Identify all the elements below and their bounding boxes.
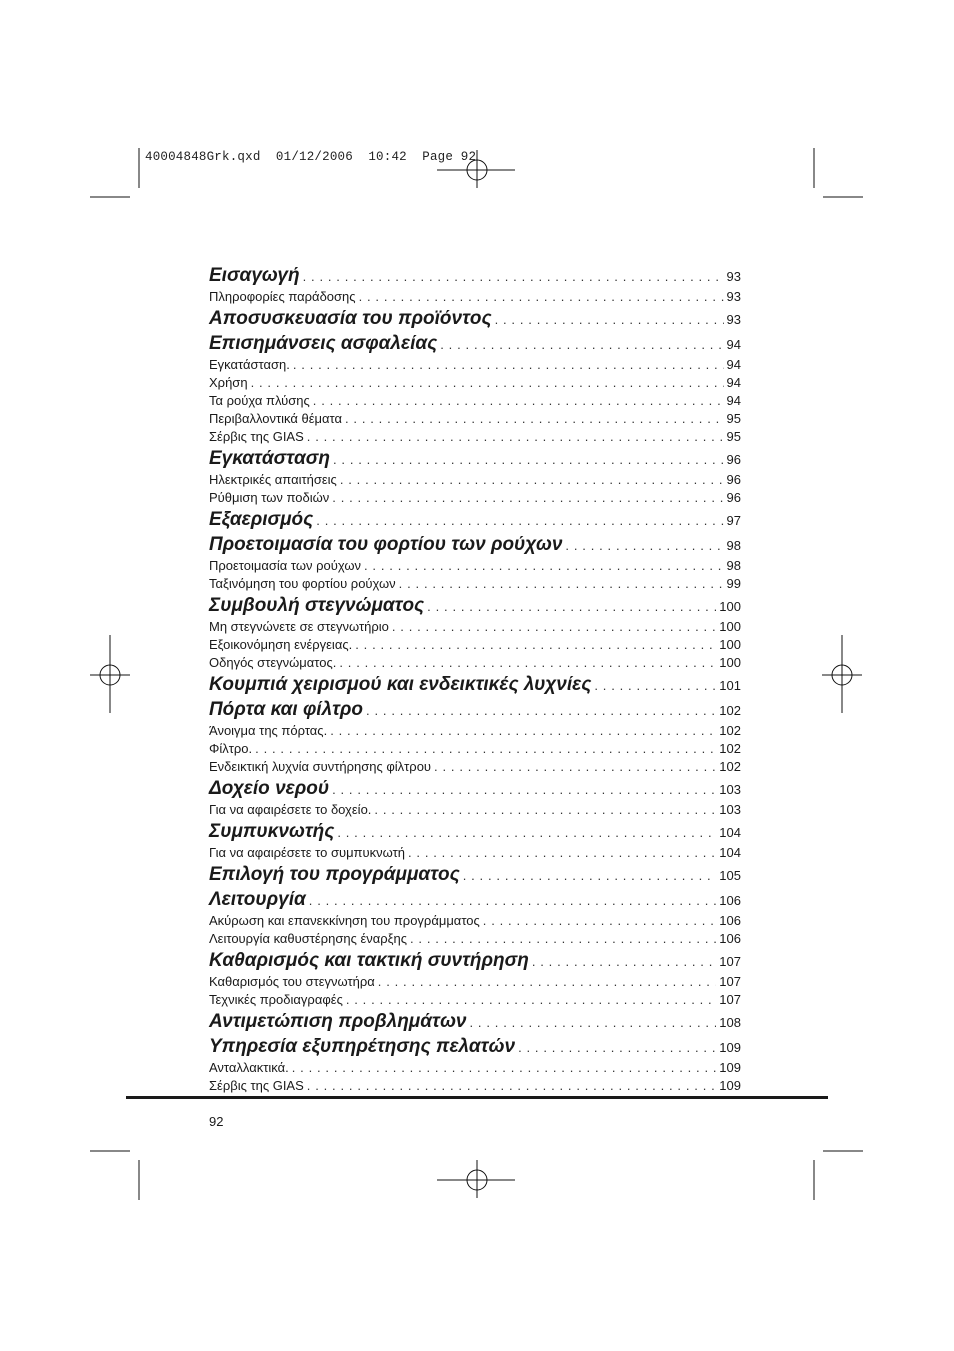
toc-subsection-entry (209, 740, 741, 758)
toc-leader-dots (309, 888, 717, 913)
toc-subsection-entry (209, 1059, 741, 1077)
registration-mark-bottom (437, 1160, 517, 1200)
toc-entry-page: 102 (719, 741, 741, 756)
toc-entry-page: 98 (726, 538, 741, 553)
toc-subsection-entry (209, 471, 741, 489)
toc-section-entry (209, 1034, 741, 1059)
toc-entry-page: 102 (719, 703, 741, 718)
toc-leader-dots (332, 777, 716, 802)
toc-section-entry (209, 862, 741, 887)
toc-subsection-entry (209, 844, 741, 862)
toc-entry-title: Άνοιγμα της πόρτας. (209, 723, 328, 738)
toc-entry-page: 93 (726, 269, 741, 284)
toc-entry-title: Συμβουλή στεγνώματος (209, 595, 425, 616)
toc-leader-dots (378, 973, 717, 991)
toc-entry-page: 99 (726, 576, 741, 591)
toc-leader-dots (483, 912, 717, 930)
toc-leader-dots (255, 740, 716, 758)
toc-subsection-entry (209, 410, 741, 428)
toc-entry-page: 105 (719, 868, 741, 883)
registration-mark-right (822, 635, 862, 715)
toc-entry-title: Πόρτα και φίλτρο (209, 699, 364, 720)
toc-entry-title: Πληροφορίες παράδοσης (209, 289, 356, 304)
toc-subsection-entry (209, 973, 741, 991)
toc-leader-dots (374, 801, 716, 819)
toc-section-entry (209, 263, 741, 288)
toc-subsection-entry (209, 654, 741, 672)
toc-subsection-entry (209, 489, 741, 507)
crop-mark-bottom-left (90, 1150, 140, 1200)
toc-leader-dots (355, 636, 716, 654)
toc-entry-title: Κουμπιά χειρισμού και ενδεικτικές λυχνίες (209, 674, 592, 695)
toc-leader-dots (345, 410, 724, 428)
toc-entry-title: Σέρβις της GIAS (209, 1078, 304, 1093)
toc-leader-dots (518, 1035, 716, 1060)
toc-entry-title: Χρήση (209, 375, 248, 390)
toc-leader-dots (346, 991, 716, 1009)
toc-leader-dots (316, 508, 723, 533)
toc-leader-dots (410, 930, 716, 948)
toc-entry-title: Φίλτρο. (209, 741, 253, 756)
toc-subsection-entry (209, 392, 741, 410)
toc-entry-page: 95 (726, 429, 741, 444)
toc-entry-page: 96 (726, 490, 741, 505)
toc-leader-dots (359, 288, 724, 306)
toc-leader-dots (340, 471, 724, 489)
table-of-contents (209, 263, 741, 1095)
toc-entry-page: 95 (726, 411, 741, 426)
toc-section-entry (209, 819, 741, 844)
toc-leader-dots (307, 1077, 717, 1095)
toc-entry-page: 107 (719, 954, 741, 969)
toc-entry-page: 109 (719, 1040, 741, 1055)
toc-entry-title: Αντιμετώπιση προβλημάτων (209, 1011, 467, 1032)
toc-entry-page: 106 (719, 931, 741, 946)
toc-section-entry (209, 306, 741, 331)
toc-entry-title: Επιλογή του προγράμματος (209, 864, 460, 885)
registration-mark-top (437, 150, 517, 190)
toc-entry-title: Εισαγωγή (209, 265, 300, 286)
toc-entry-page: 103 (719, 802, 741, 817)
toc-entry-title: Λειτουργία καθυστέρησης έναρξης (209, 931, 407, 946)
toc-entry-title: Τεχνικές προδιαγραφές (209, 992, 343, 1007)
toc-entry-page: 107 (719, 974, 741, 989)
toc-subsection-entry (209, 575, 741, 593)
toc-leader-dots (330, 722, 716, 740)
toc-entry-page: 98 (726, 558, 741, 573)
toc-entry-page: 93 (726, 289, 741, 304)
toc-entry-title: Εγκατάσταση (209, 448, 330, 469)
toc-leader-dots (392, 618, 716, 636)
toc-entry-page: 97 (726, 513, 741, 528)
toc-leader-dots (532, 949, 716, 974)
toc-leader-dots (399, 575, 724, 593)
toc-entry-page: 100 (719, 637, 741, 652)
toc-leader-dots (339, 654, 716, 672)
toc-entry-page: 109 (719, 1078, 741, 1093)
toc-section-entry (209, 776, 741, 801)
toc-entry-title: Συμπυκνωτής (209, 821, 335, 842)
toc-entry-title: Τα ρούχα πλύσης (209, 393, 310, 408)
toc-entry-page: 100 (719, 619, 741, 634)
toc-entry-title: Ακύρωση και επανεκκίνηση του προγράμματος (209, 913, 480, 928)
toc-section-entry (209, 446, 741, 471)
toc-leader-dots (332, 489, 723, 507)
toc-entry-page: 106 (719, 913, 741, 928)
toc-leader-dots (293, 356, 724, 374)
toc-leader-dots (434, 758, 716, 776)
toc-leader-dots (337, 820, 716, 845)
footer-rule (126, 1096, 828, 1099)
toc-entry-title: Καθαρισμός του στεγνωτήρα (209, 974, 375, 989)
toc-entry-page: 94 (726, 337, 741, 352)
toc-section-entry (209, 887, 741, 912)
toc-subsection-entry (209, 356, 741, 374)
toc-subsection-entry (209, 1077, 741, 1095)
toc-leader-dots (440, 332, 723, 357)
toc-entry-title: Εξαερισμός (209, 509, 314, 530)
toc-entry-page: 103 (719, 782, 741, 797)
toc-entry-page: 107 (719, 992, 741, 1007)
toc-entry-page: 94 (726, 375, 741, 390)
page-number: 92 (209, 1114, 224, 1129)
toc-entry-title: Προετοιμασία των ρούχων (209, 558, 361, 573)
toc-entry-page: 96 (726, 452, 741, 467)
toc-entry-page: 109 (719, 1060, 741, 1075)
toc-section-entry (209, 593, 741, 618)
toc-entry-page: 101 (719, 678, 741, 693)
toc-section-entry (209, 507, 741, 532)
toc-subsection-entry (209, 288, 741, 306)
toc-leader-dots (427, 594, 716, 619)
toc-entry-page: 108 (719, 1015, 741, 1030)
toc-section-entry (209, 672, 741, 697)
toc-leader-dots (565, 533, 723, 558)
toc-entry-page: 96 (726, 472, 741, 487)
toc-entry-title: Αποσυσκευασία του προϊόντος (209, 308, 492, 329)
toc-entry-page: 106 (719, 893, 741, 908)
toc-leader-dots (303, 264, 724, 289)
toc-entry-title: Ανταλλακτικά. (209, 1060, 289, 1075)
toc-entry-title: Δοχείο νερού (209, 778, 330, 799)
toc-entry-page: 102 (719, 759, 741, 774)
toc-subsection-entry (209, 912, 741, 930)
toc-leader-dots (495, 307, 724, 332)
toc-subsection-entry (209, 758, 741, 776)
toc-section-entry (209, 532, 741, 557)
toc-subsection-entry (209, 618, 741, 636)
toc-entry-page: 104 (719, 845, 741, 860)
toc-section-entry (209, 948, 741, 973)
toc-leader-dots (313, 392, 724, 410)
toc-subsection-entry (209, 374, 741, 392)
toc-entry-page: 100 (719, 655, 741, 670)
toc-entry-title: Λειτουργία (209, 889, 306, 910)
toc-leader-dots (463, 863, 717, 888)
toc-entry-title: Οδηγός στεγνώματος. (209, 655, 337, 670)
print-header-stamp: 40004848Grk.qxd 01/12/2006 10:42 Page 92 (145, 150, 477, 164)
crop-mark-top-right (813, 148, 863, 200)
toc-leader-dots (251, 374, 724, 392)
toc-entry-title: Προετοιμασία του φορτίου των ρούχων (209, 534, 563, 555)
toc-entry-page: 93 (726, 312, 741, 327)
toc-subsection-entry (209, 801, 741, 819)
toc-subsection-entry (209, 428, 741, 446)
toc-entry-title: Υπηρεσία εξυπηρέτησης πελατών (209, 1036, 516, 1057)
toc-entry-page: 102 (719, 723, 741, 738)
toc-section-entry (209, 331, 741, 356)
toc-subsection-entry (209, 722, 741, 740)
toc-entry-title: Περιβαλλοντικά θέματα (209, 411, 342, 426)
toc-entry-title: Ταξινόμηση του φορτίου ρούχων (209, 576, 396, 591)
toc-entry-page: 100 (719, 599, 741, 614)
toc-entry-title: Σέρβις της GIAS (209, 429, 304, 444)
toc-entry-page: 94 (726, 393, 741, 408)
crop-mark-top-left (90, 148, 140, 200)
toc-entry-title: Μη στεγνώνετε σε στεγνωτήριο (209, 619, 389, 634)
toc-entry-title: Ρύθμιση των ποδιών (209, 490, 330, 505)
toc-leader-dots (408, 844, 716, 862)
toc-leader-dots (333, 447, 724, 472)
registration-mark-left (90, 635, 130, 715)
toc-entry-title: Για να αφαιρέσετε το δοχείο. (209, 802, 372, 817)
toc-entry-page: 104 (719, 825, 741, 840)
toc-entry-title: Για να αφαιρέσετε το συμπυκνωτή (209, 845, 405, 860)
toc-entry-title: Ενδεικτική λυχνία συντήρησης φίλτρου (209, 759, 432, 774)
toc-subsection-entry (209, 636, 741, 654)
toc-entry-page: 94 (726, 357, 741, 372)
toc-entry-title: Επισημάνσεις ασφαλείας (209, 333, 438, 354)
toc-leader-dots (307, 428, 724, 446)
toc-leader-dots (292, 1059, 717, 1077)
crop-mark-bottom-right (813, 1150, 863, 1200)
toc-subsection-entry (209, 991, 741, 1009)
toc-entry-title: Καθαρισμός και τακτική συντήρηση (209, 950, 529, 971)
toc-entry-title: Ηλεκτρικές απαιτήσεις (209, 472, 337, 487)
toc-leader-dots (594, 673, 716, 698)
toc-subsection-entry (209, 557, 741, 575)
toc-leader-dots (470, 1010, 717, 1035)
toc-section-entry (209, 1009, 741, 1034)
toc-subsection-entry (209, 930, 741, 948)
toc-section-entry (209, 697, 741, 722)
toc-leader-dots (364, 557, 724, 575)
toc-entry-title: Εγκατάσταση. (209, 357, 290, 372)
toc-leader-dots (366, 698, 716, 723)
toc-entry-title: Εξοικονόμηση ενέργειας. (209, 637, 353, 652)
